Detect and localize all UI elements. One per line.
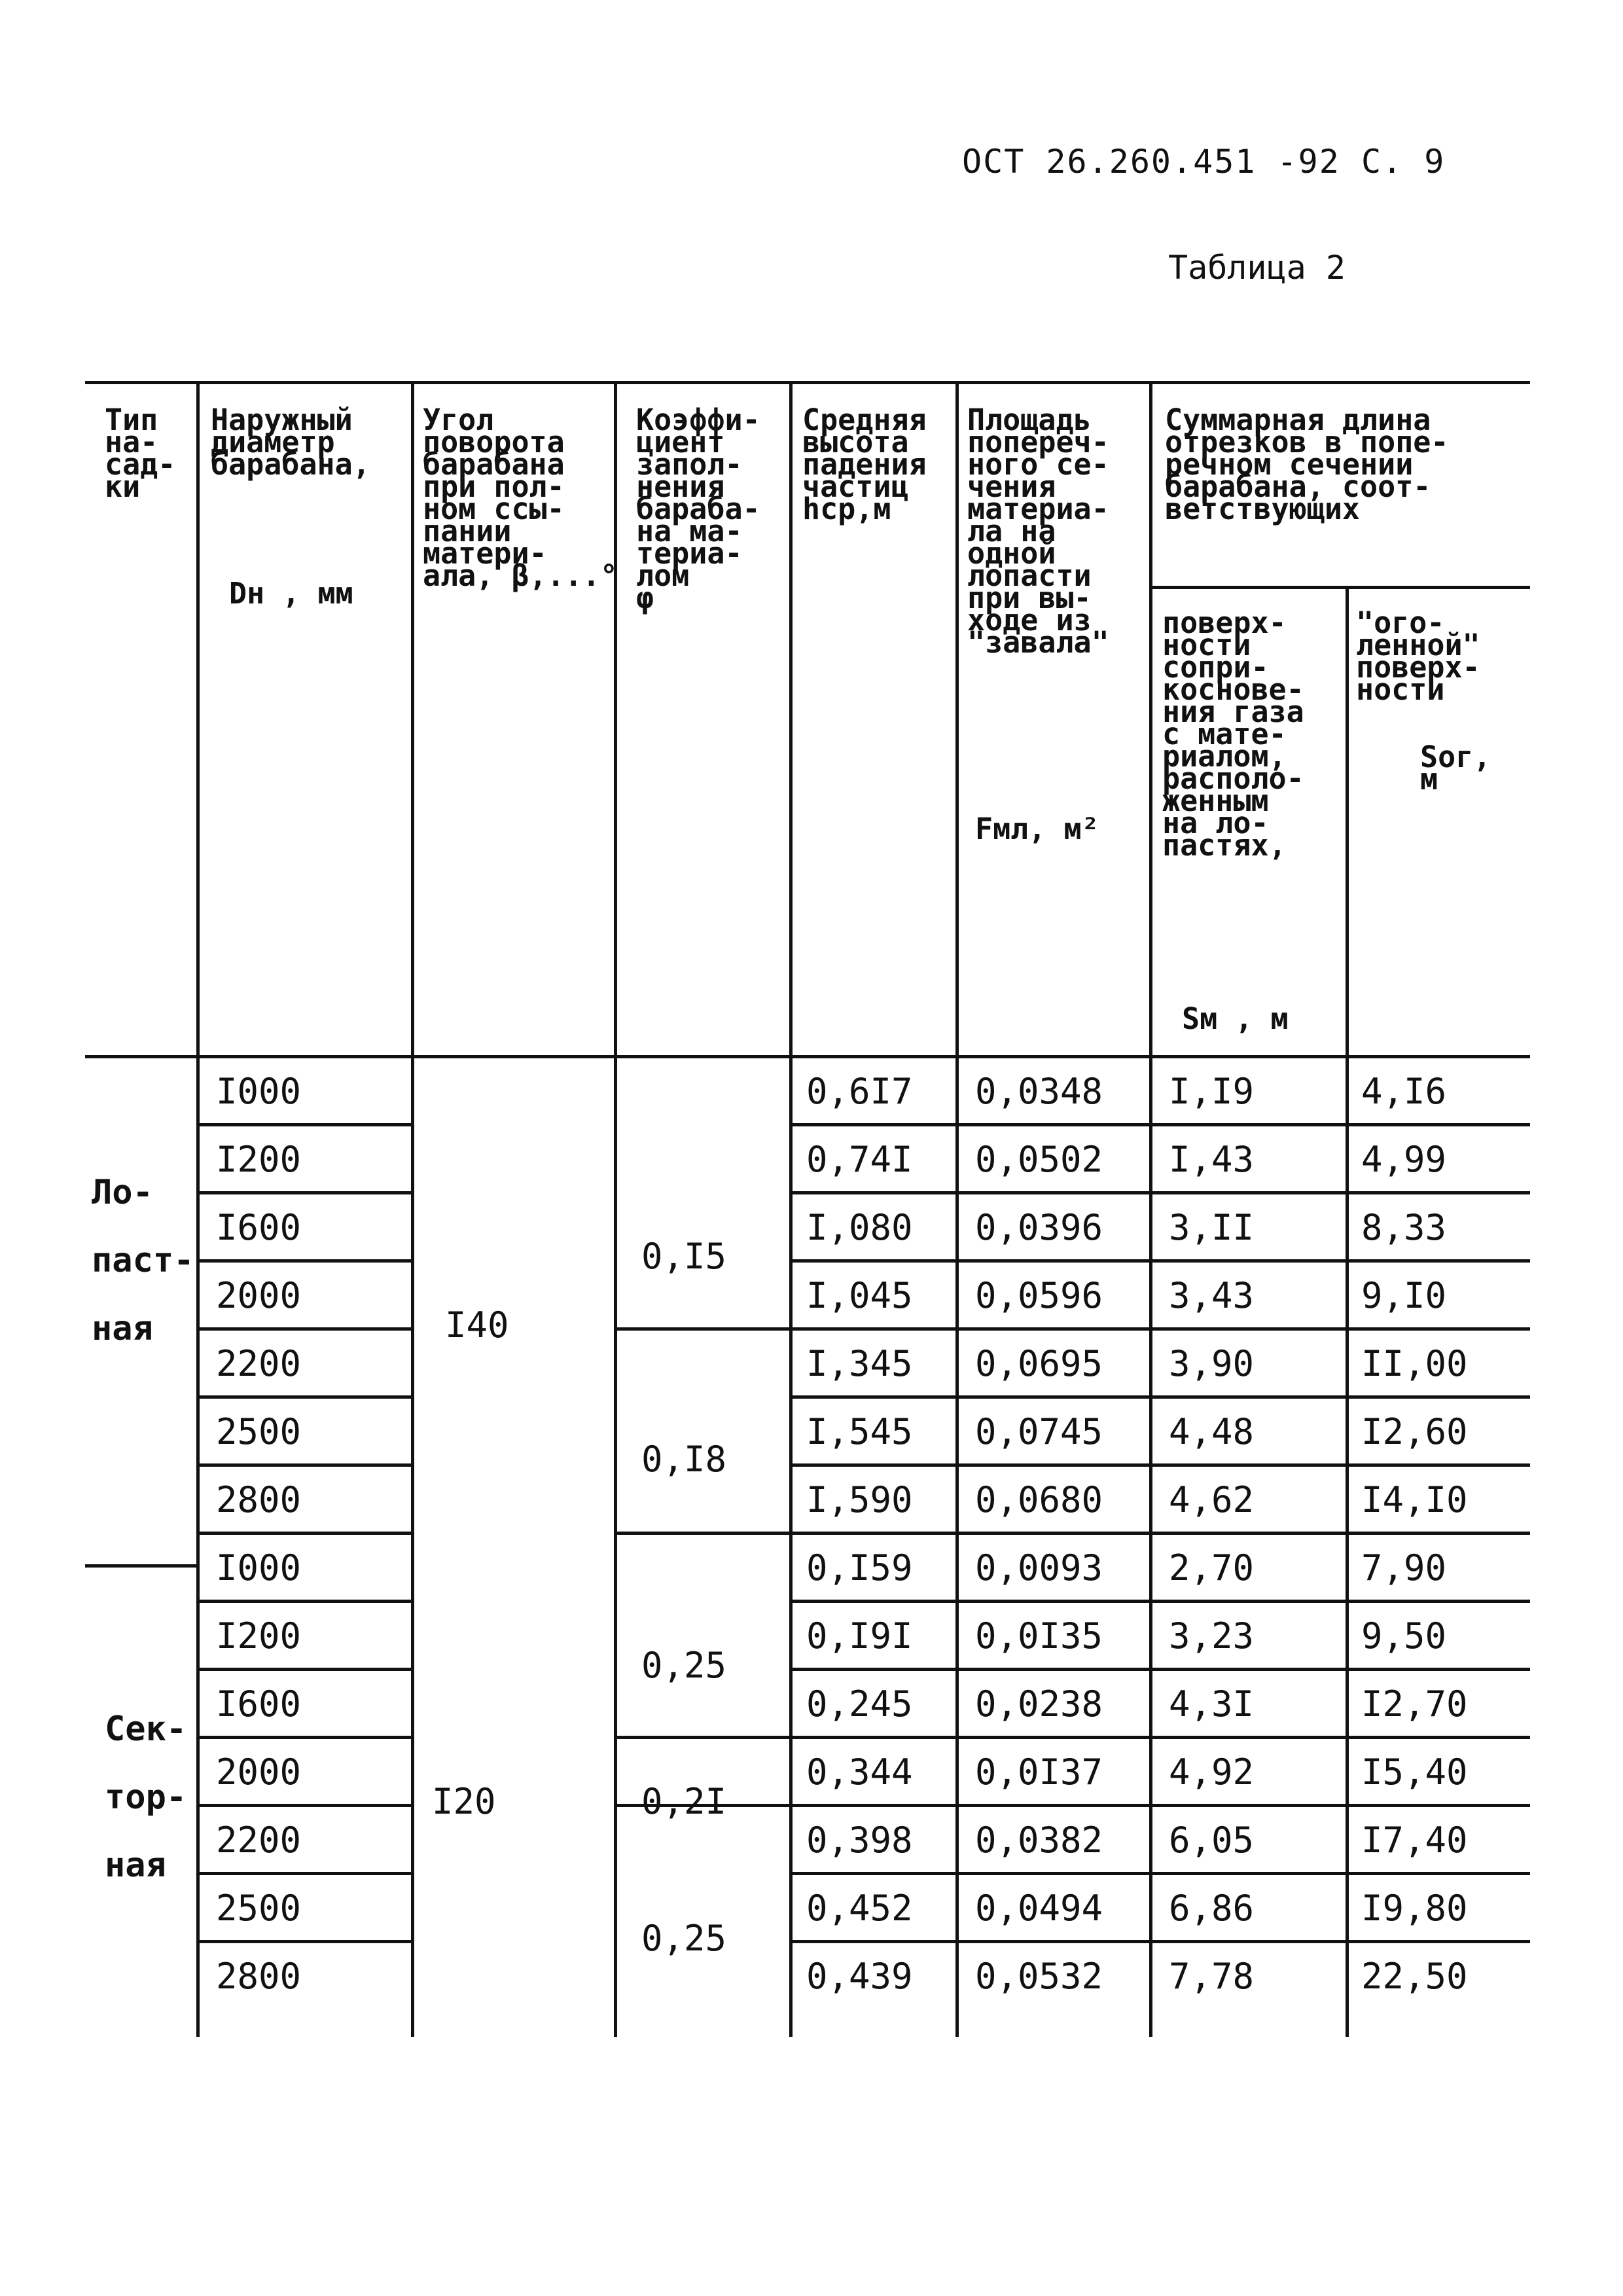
cell-area: 0,0238 [975,1683,1103,1725]
cell-surface-contact: 4,48 [1169,1411,1255,1452]
coef-vane-2: 0,I8 [641,1439,727,1480]
cell-surface-bare: I5,40 [1361,1751,1468,1793]
cell-area: 0,0680 [975,1479,1103,1520]
header-diameter-unit: Dн , мм [229,576,353,611]
row-separator [789,1600,1530,1603]
cell-height: 0,398 [806,1820,913,1861]
cell-area: 0,0382 [975,1820,1103,1861]
col-line-4 [789,381,793,2037]
row-separator [196,1191,412,1194]
row-separator [789,1191,1530,1194]
cell-surface-bare: 7,90 [1361,1547,1447,1588]
cell-diameter: 2800 [216,1956,302,1997]
cell-diameter: 2500 [216,1888,302,1929]
group-label-vane: Ло- паст- ная [92,1173,194,1348]
row-separator [196,1123,412,1126]
header-area-unit: Fмл, м² [975,812,1099,846]
cell-surface-contact: 6,05 [1169,1820,1255,1861]
group-label-sector: Сек- тор- ная [105,1710,187,1885]
row-separator [196,1736,412,1739]
row-separator [789,1395,1530,1399]
cell-surface-bare: 22,50 [1361,1956,1468,1997]
cell-height: 0,I59 [806,1547,913,1588]
group-separator [85,1564,198,1568]
cell-area: 0,0745 [975,1411,1103,1452]
cell-height: 0,344 [806,1751,913,1793]
cell-height: 0,439 [806,1956,913,1997]
cell-area: 0,0I35 [975,1615,1103,1657]
header-height: Средняя высота падения частиц hср,м [802,403,927,526]
cell-height: 0,I9I [806,1615,913,1657]
row-separator [789,1668,1530,1671]
cell-height: 0,6I7 [806,1071,913,1112]
cell-surface-contact: 3,23 [1169,1615,1255,1657]
cell-diameter: I600 [216,1207,302,1248]
cell-surface-contact: I,I9 [1169,1071,1255,1112]
table-caption: Таблица 2 [1168,249,1346,287]
row-separator [196,1463,412,1467]
cell-surface-contact: 3,II [1169,1207,1255,1248]
cell-diameter: I000 [216,1547,302,1588]
row-separator [196,1327,412,1331]
col-line-1 [196,381,200,2037]
cell-surface-bare: 9,50 [1361,1615,1447,1657]
coef-sector-3: 0,25 [641,1918,727,1959]
coef-separator [614,1736,791,1739]
header-surface-contact: поверх- ности сопри- коснове- ния газа с мате- риалом, располо- женным на ло- пастях, [1162,605,1304,863]
cell-area: 0,0I37 [975,1751,1103,1793]
coef-sector-2: 0,2I [641,1781,727,1822]
col-line-2 [411,381,414,2037]
cell-area: 0,0093 [975,1547,1103,1588]
cell-surface-contact: 6,86 [1169,1888,1255,1929]
cell-height: I,080 [806,1207,913,1248]
cell-surface-contact: 7,78 [1169,1956,1255,1997]
header-surface-bare-unit: Sог, м [1420,740,1491,797]
cell-area: 0,0532 [975,1956,1103,1997]
angle-vane: I40 [445,1304,509,1346]
cell-surface-bare: I2,70 [1361,1683,1468,1725]
cell-height: 0,74I [806,1139,913,1180]
cell-area: 0,0502 [975,1139,1103,1180]
cell-height: 0,245 [806,1683,913,1725]
cell-height: 0,452 [806,1888,913,1929]
col-line-7 [1346,586,1349,2037]
cell-height: I,345 [806,1343,913,1384]
header-coef: Коэффи- циент запол- нения барабa- на ма- териа- лом φ [636,403,760,615]
row-separator [789,1872,1530,1875]
cell-height: I,545 [806,1411,913,1452]
cell-area: 0,0494 [975,1888,1103,1929]
coef-sector-1: 0,25 [641,1645,727,1686]
col-line-3 [614,381,617,2037]
cell-diameter: 2000 [216,1275,302,1316]
header-angle: Угол поворота барабана при пол- ном ссы- пании матери- ала, β,...° [423,403,618,593]
cell-height: I,590 [806,1479,913,1520]
header-bottom-line [85,1055,1530,1058]
cell-surface-contact: 4,62 [1169,1479,1255,1520]
cell-diameter: I000 [216,1071,302,1112]
cell-diameter: I200 [216,1139,302,1180]
row-separator [789,1940,1530,1943]
cell-surface-contact: I,43 [1169,1139,1255,1180]
coef-separator [614,1327,791,1331]
cell-surface-bare: I4,I0 [1361,1479,1468,1520]
cell-surface-bare: II,00 [1361,1343,1468,1384]
row-separator [789,1123,1530,1126]
col-line-6 [1149,381,1152,2037]
row-separator [196,1872,412,1875]
table-top-border [85,381,1530,384]
coef-vane-1: 0,I5 [641,1236,727,1277]
cell-diameter: I600 [216,1683,302,1725]
cell-surface-bare: I9,80 [1361,1888,1468,1929]
row-separator [196,1668,412,1671]
cell-surface-contact: 2,70 [1169,1547,1255,1588]
cell-surface-contact: 4,3I [1169,1683,1255,1725]
cell-surface-bare: I7,40 [1361,1820,1468,1861]
cell-diameter: 2200 [216,1820,302,1861]
row-separator [196,1600,412,1603]
row-separator [789,1532,1530,1535]
cell-area: 0,0348 [975,1071,1103,1112]
row-separator [789,1259,1530,1263]
header-type: Тип на- сад- ки [105,403,176,504]
cell-height: I,045 [806,1275,913,1316]
angle-sector: I20 [432,1781,496,1822]
cell-area: 0,0396 [975,1207,1103,1248]
cell-area: 0,0695 [975,1343,1103,1384]
row-separator [789,1804,1530,1807]
cell-diameter: I200 [216,1615,302,1657]
coef-separator [614,1532,791,1535]
header-area: Площадь попереч- ного се- чения материа- ла на одной лопасти при вы- ходе из "завала" [967,403,1109,660]
cell-diameter: 2000 [216,1751,302,1793]
cell-surface-bare: 8,33 [1361,1207,1447,1248]
row-separator [789,1736,1530,1739]
cell-surface-bare: 4,99 [1361,1139,1447,1180]
cell-diameter: 2500 [216,1411,302,1452]
cell-diameter: 2800 [216,1479,302,1520]
row-separator [196,1395,412,1399]
row-separator [196,1940,412,1943]
cell-diameter: 2200 [216,1343,302,1384]
cell-surface-contact: 3,90 [1169,1343,1255,1384]
header-sum-length: Суммарная длина отрезков в попе- речном сечении барабана, соот- ветствующих [1165,403,1449,526]
cell-surface-contact: 4,92 [1169,1751,1255,1793]
cell-surface-bare: 9,I0 [1361,1275,1447,1316]
cell-area: 0,0596 [975,1275,1103,1316]
document-code: ОСТ 26.260.451 -92 С. 9 [962,143,1446,181]
row-separator [196,1532,412,1535]
subheader-line [1150,586,1530,589]
cell-surface-bare: I2,60 [1361,1411,1468,1452]
row-separator [789,1463,1530,1467]
row-separator [789,1327,1530,1331]
header-diameter: Наружный диаметр барабана, [211,403,370,482]
cell-surface-bare: 4,I6 [1361,1071,1447,1112]
row-separator [196,1259,412,1263]
col-line-5 [955,381,959,2037]
cell-surface-contact: 3,43 [1169,1275,1255,1316]
row-separator [196,1804,412,1807]
header-surface-bare: "ого- ленной" поверх- ности [1356,605,1480,707]
header-surface-contact-unit: Sм , м [1182,1001,1289,1036]
